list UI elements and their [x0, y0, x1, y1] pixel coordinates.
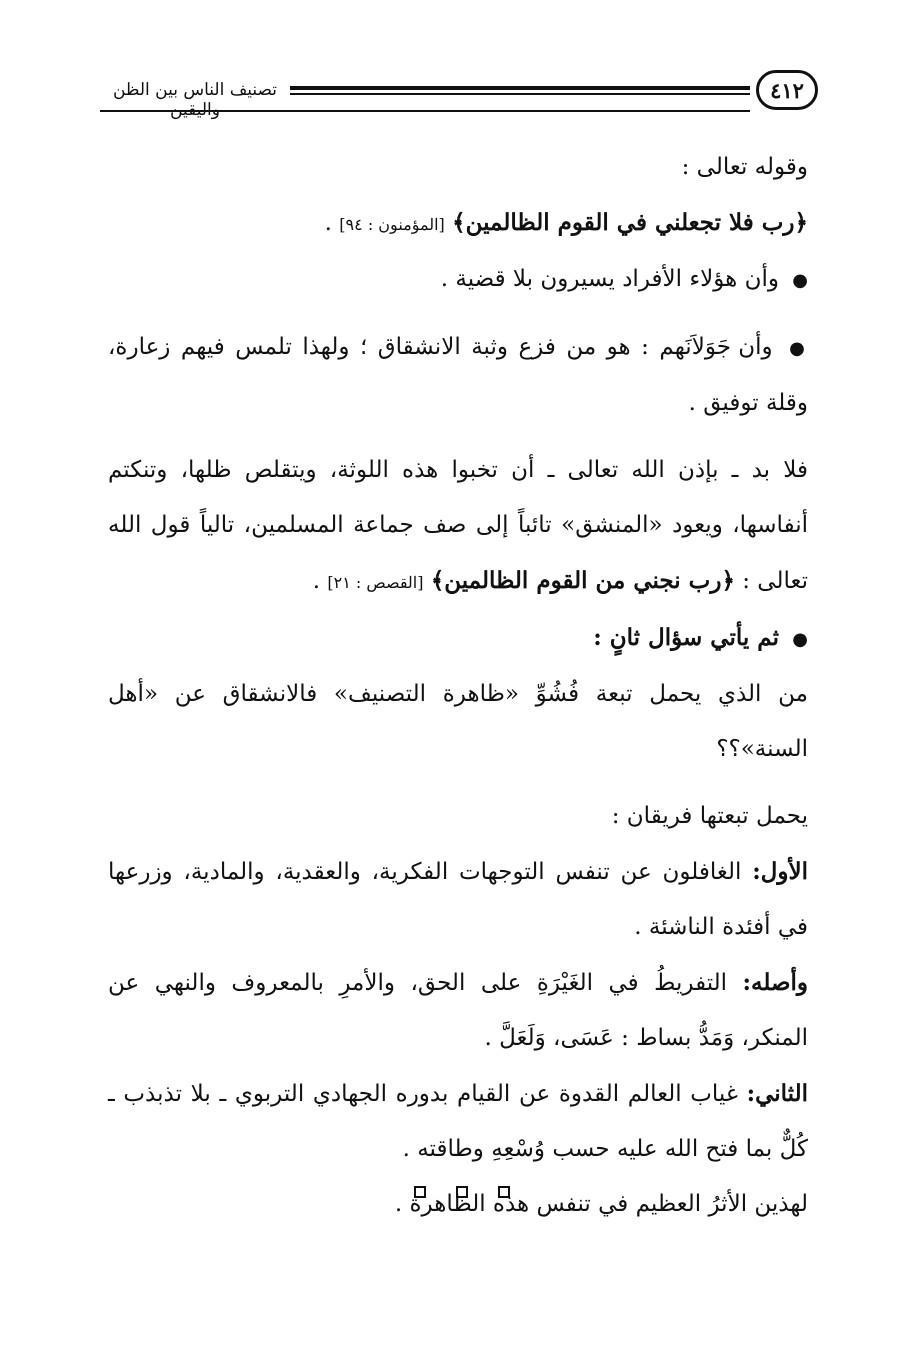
header-rule-thin — [290, 93, 750, 95]
bullet-icon: ● — [792, 629, 808, 650]
paragraph-9 — [108, 844, 808, 955]
header-rule-thick — [290, 86, 750, 90]
verse-reference: [القصص : ٢١] — [327, 573, 424, 592]
page-number-badge — [756, 70, 818, 110]
page-body — [108, 140, 808, 1232]
square-ornament-icon — [498, 1186, 510, 1198]
paragraph-10 — [108, 955, 808, 1066]
paragraph-4 — [108, 320, 808, 431]
page-header — [100, 66, 818, 122]
section-end-marks — [0, 1186, 924, 1198]
paragraph-text: وأن جَوَلاَنَهم : هو من فزع وثبة الانشقاق ؛ ولهذا تلمس فيهم زعارة، وقلة توفيق . — [108, 334, 808, 416]
paragraph-term: الأول: — [752, 858, 809, 885]
paragraph-7 — [108, 667, 808, 777]
paragraph-text: ثم يأتي سؤال ثانٍ : — [593, 624, 779, 651]
running-title: تصنيف الناس بين الظن واليقين — [112, 80, 278, 120]
paragraph-tail: . — [312, 568, 321, 594]
paragraph-8 — [108, 789, 808, 844]
paragraph-tail: . — [324, 210, 332, 236]
paragraph-term: الثاني: — [746, 1080, 808, 1107]
paragraph-11 — [108, 1066, 808, 1177]
paragraph-text: لهذين الأثرُ العظيم في تنفس هذه الظاهرة . — [394, 1191, 808, 1217]
square-ornament-icon — [456, 1186, 468, 1198]
paragraph-2 — [108, 195, 808, 252]
page-number: ٤١٢ — [770, 77, 804, 103]
paragraph-text: يحمل تبعتها فريقان : — [611, 803, 808, 829]
paragraph-text: التفريطُ في الغَيْرَةِ على الحق، والأمرِ بالمعروف والنهي عن المنكر، وَمَدُّ بساط : عَسَى، وَلَعَلَّ . — [108, 970, 808, 1051]
paragraph-6 — [108, 610, 808, 667]
bullet-icon: ● — [789, 338, 808, 359]
paragraph-term: وأصله: — [742, 969, 809, 996]
quran-verse: ﴿رب نجني من القوم الظالمين﴾ — [430, 567, 735, 594]
paragraph-text: الغافلون عن تنفس التوجهات الفكرية، والعقدية، والمادية، وزرعها في أفئدة الناشئة . — [108, 859, 808, 940]
verse-reference: [المؤمنون : ٩٤] — [339, 215, 445, 234]
paragraph-text: وأن هؤلاء الأفراد يسيرون بلا قضية . — [440, 266, 779, 292]
paragraph-5 — [108, 443, 808, 610]
bullet-icon: ● — [792, 270, 808, 291]
square-ornament-icon — [414, 1186, 426, 1198]
paragraph-text: من الذي يحمل تبعة فُشُوِّ «ظاهرة التصنيف» فالانشقاق عن «أهل السنة»؟؟ — [108, 681, 808, 762]
paragraph-1 — [108, 140, 808, 195]
paragraph-text: وقوله تعالى : — [681, 154, 808, 180]
quran-verse: ﴿رب فلا تجعلني في القوم الظالمين﴾ — [452, 209, 808, 236]
paragraph-text: فلا بد ـ بإذن الله تعالى ـ أن تخبوا هذه اللوثة، ويتقلص ظلها، وتنكتم أنفاسها، ويعود «المنشق» تائباً إلى صف جماعة المسلمين، تالياً قول الله تعالى : — [108, 457, 808, 594]
paragraph-text: غياب العالم القدوة عن القيام بدوره الجهادي التربوي ـ بلا تذبذب ـ كُلٌّ بما فتح الله عليه حسب وُسْعِهِ وطاقته . — [108, 1081, 808, 1162]
paragraph-3 — [108, 252, 808, 308]
